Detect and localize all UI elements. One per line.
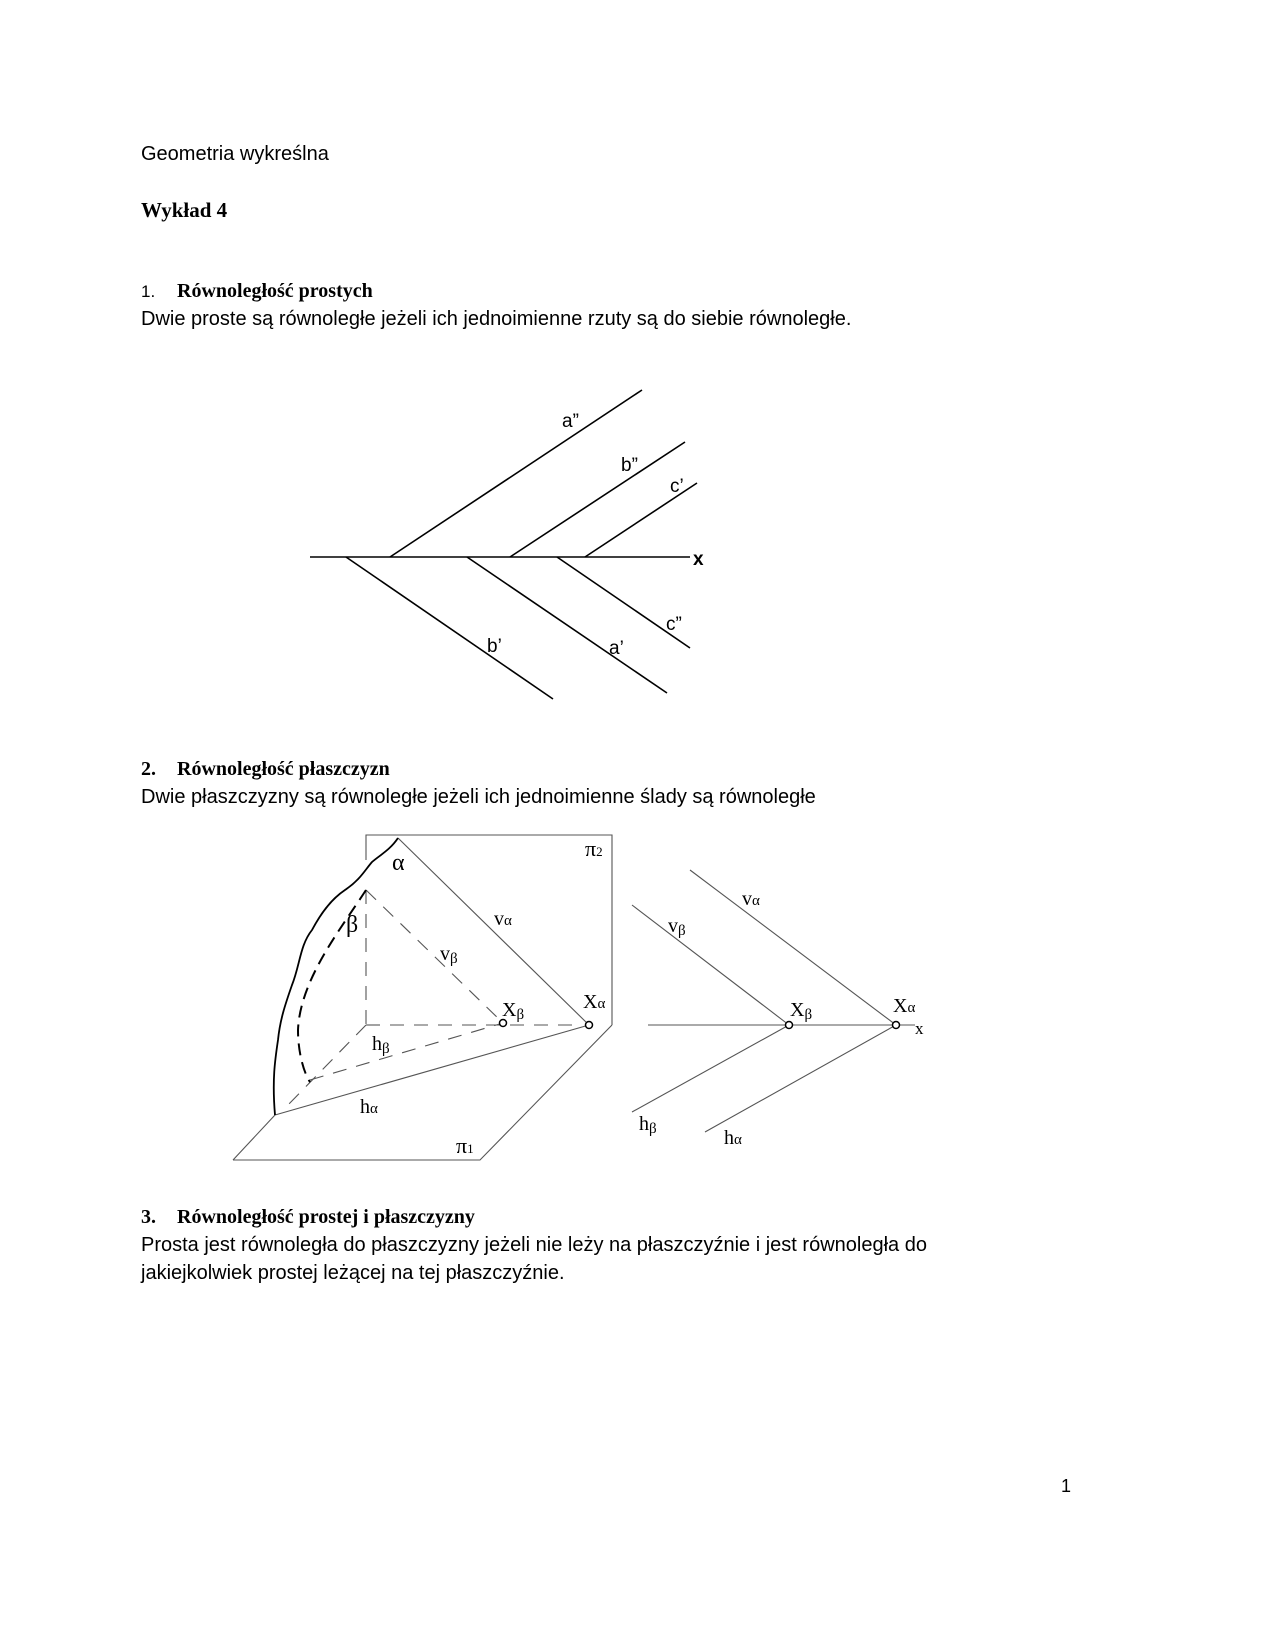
label-v-beta: vβ <box>440 943 458 967</box>
label-v-alpha-2: vα <box>742 888 760 910</box>
page-number: 1 <box>1061 1476 1072 1496</box>
label-x-beta-2: Xβ <box>790 999 813 1023</box>
label-x-axis: x <box>693 549 704 570</box>
section-heading: Równoległość prostych <box>177 280 373 302</box>
section-3-heading <box>141 1206 475 1229</box>
line-a-prime <box>467 557 667 693</box>
label-h-beta-2: hβ <box>639 1113 657 1137</box>
label-c-prime: c’ <box>670 476 684 497</box>
label-pi1: π1 <box>456 1133 474 1158</box>
trace-h-alpha-2 <box>705 1025 896 1132</box>
label-a-double-prime: a” <box>562 411 579 432</box>
section-heading: Równoległość prostej i płaszczyzny <box>177 1206 475 1228</box>
label-b-double-prime: b” <box>621 455 638 476</box>
section-2-heading <box>141 758 390 781</box>
label-x-alpha: Xα <box>583 991 606 1013</box>
plane-pi1-frame <box>233 1025 612 1160</box>
axis-dashed-oblique <box>285 1025 366 1108</box>
trace-v-beta-2 <box>632 905 789 1025</box>
course-title: Geometria wykreślna <box>141 143 329 165</box>
point-x-alpha <box>586 1022 593 1029</box>
label-b-prime: b’ <box>487 636 502 657</box>
label-c-double-prime: c” <box>666 614 682 635</box>
trace-h-alpha <box>275 1025 589 1115</box>
label-v-alpha: vα <box>494 908 512 930</box>
trace-v-alpha <box>398 838 589 1025</box>
label-x-axis-2: x <box>915 1019 924 1038</box>
section-3-text-line-2: jakiejkolwiek prostej leżącej na tej płaszczyźnie. <box>141 1262 565 1284</box>
plane-pi1-edge <box>233 1115 275 1160</box>
label-x-beta: Xβ <box>502 999 525 1023</box>
section-number: 3. <box>141 1206 156 1228</box>
label-x-alpha-2: Xα <box>893 995 916 1017</box>
trace-h-beta <box>310 1023 503 1080</box>
point-x-alpha-2 <box>893 1022 900 1029</box>
lecture-title: Wykład 4 <box>141 198 228 222</box>
label-beta: β <box>346 912 359 938</box>
point-x-beta-2 <box>786 1022 793 1029</box>
section-number: 2. <box>141 758 156 780</box>
trace-v-beta <box>366 890 503 1023</box>
section-1-text: Dwie proste są równoległe jeżeli ich jednoimienne rzuty są do siebie równoległe. <box>141 308 852 330</box>
label-pi2: π2 <box>585 836 603 861</box>
line-b-prime <box>346 557 553 699</box>
section-2-text: Dwie płaszczyzny są równoległe jeżeli ich jednoimienne ślady są równoległe <box>141 786 816 808</box>
label-alpha: α <box>392 850 405 876</box>
label-a-prime: a’ <box>609 638 624 659</box>
trace-h-beta-2 <box>632 1025 789 1112</box>
label-h-alpha: hα <box>360 1096 378 1118</box>
plane-alpha-edge <box>274 838 398 1115</box>
label-h-alpha-2: hα <box>724 1127 742 1149</box>
section-3-text-line-1: Prosta jest równoległa do płaszczyzny jeżeli nie leży na płaszczyźnie i jest równoległa do <box>141 1234 927 1256</box>
section-number: 1. <box>141 282 156 301</box>
section-heading: Równoległość płaszczyzn <box>177 758 390 780</box>
line-a-double-prime <box>390 390 642 557</box>
label-h-beta: hβ <box>372 1033 390 1057</box>
figure-parallel-planes <box>233 835 915 1160</box>
label-v-beta-2: vβ <box>668 915 686 939</box>
